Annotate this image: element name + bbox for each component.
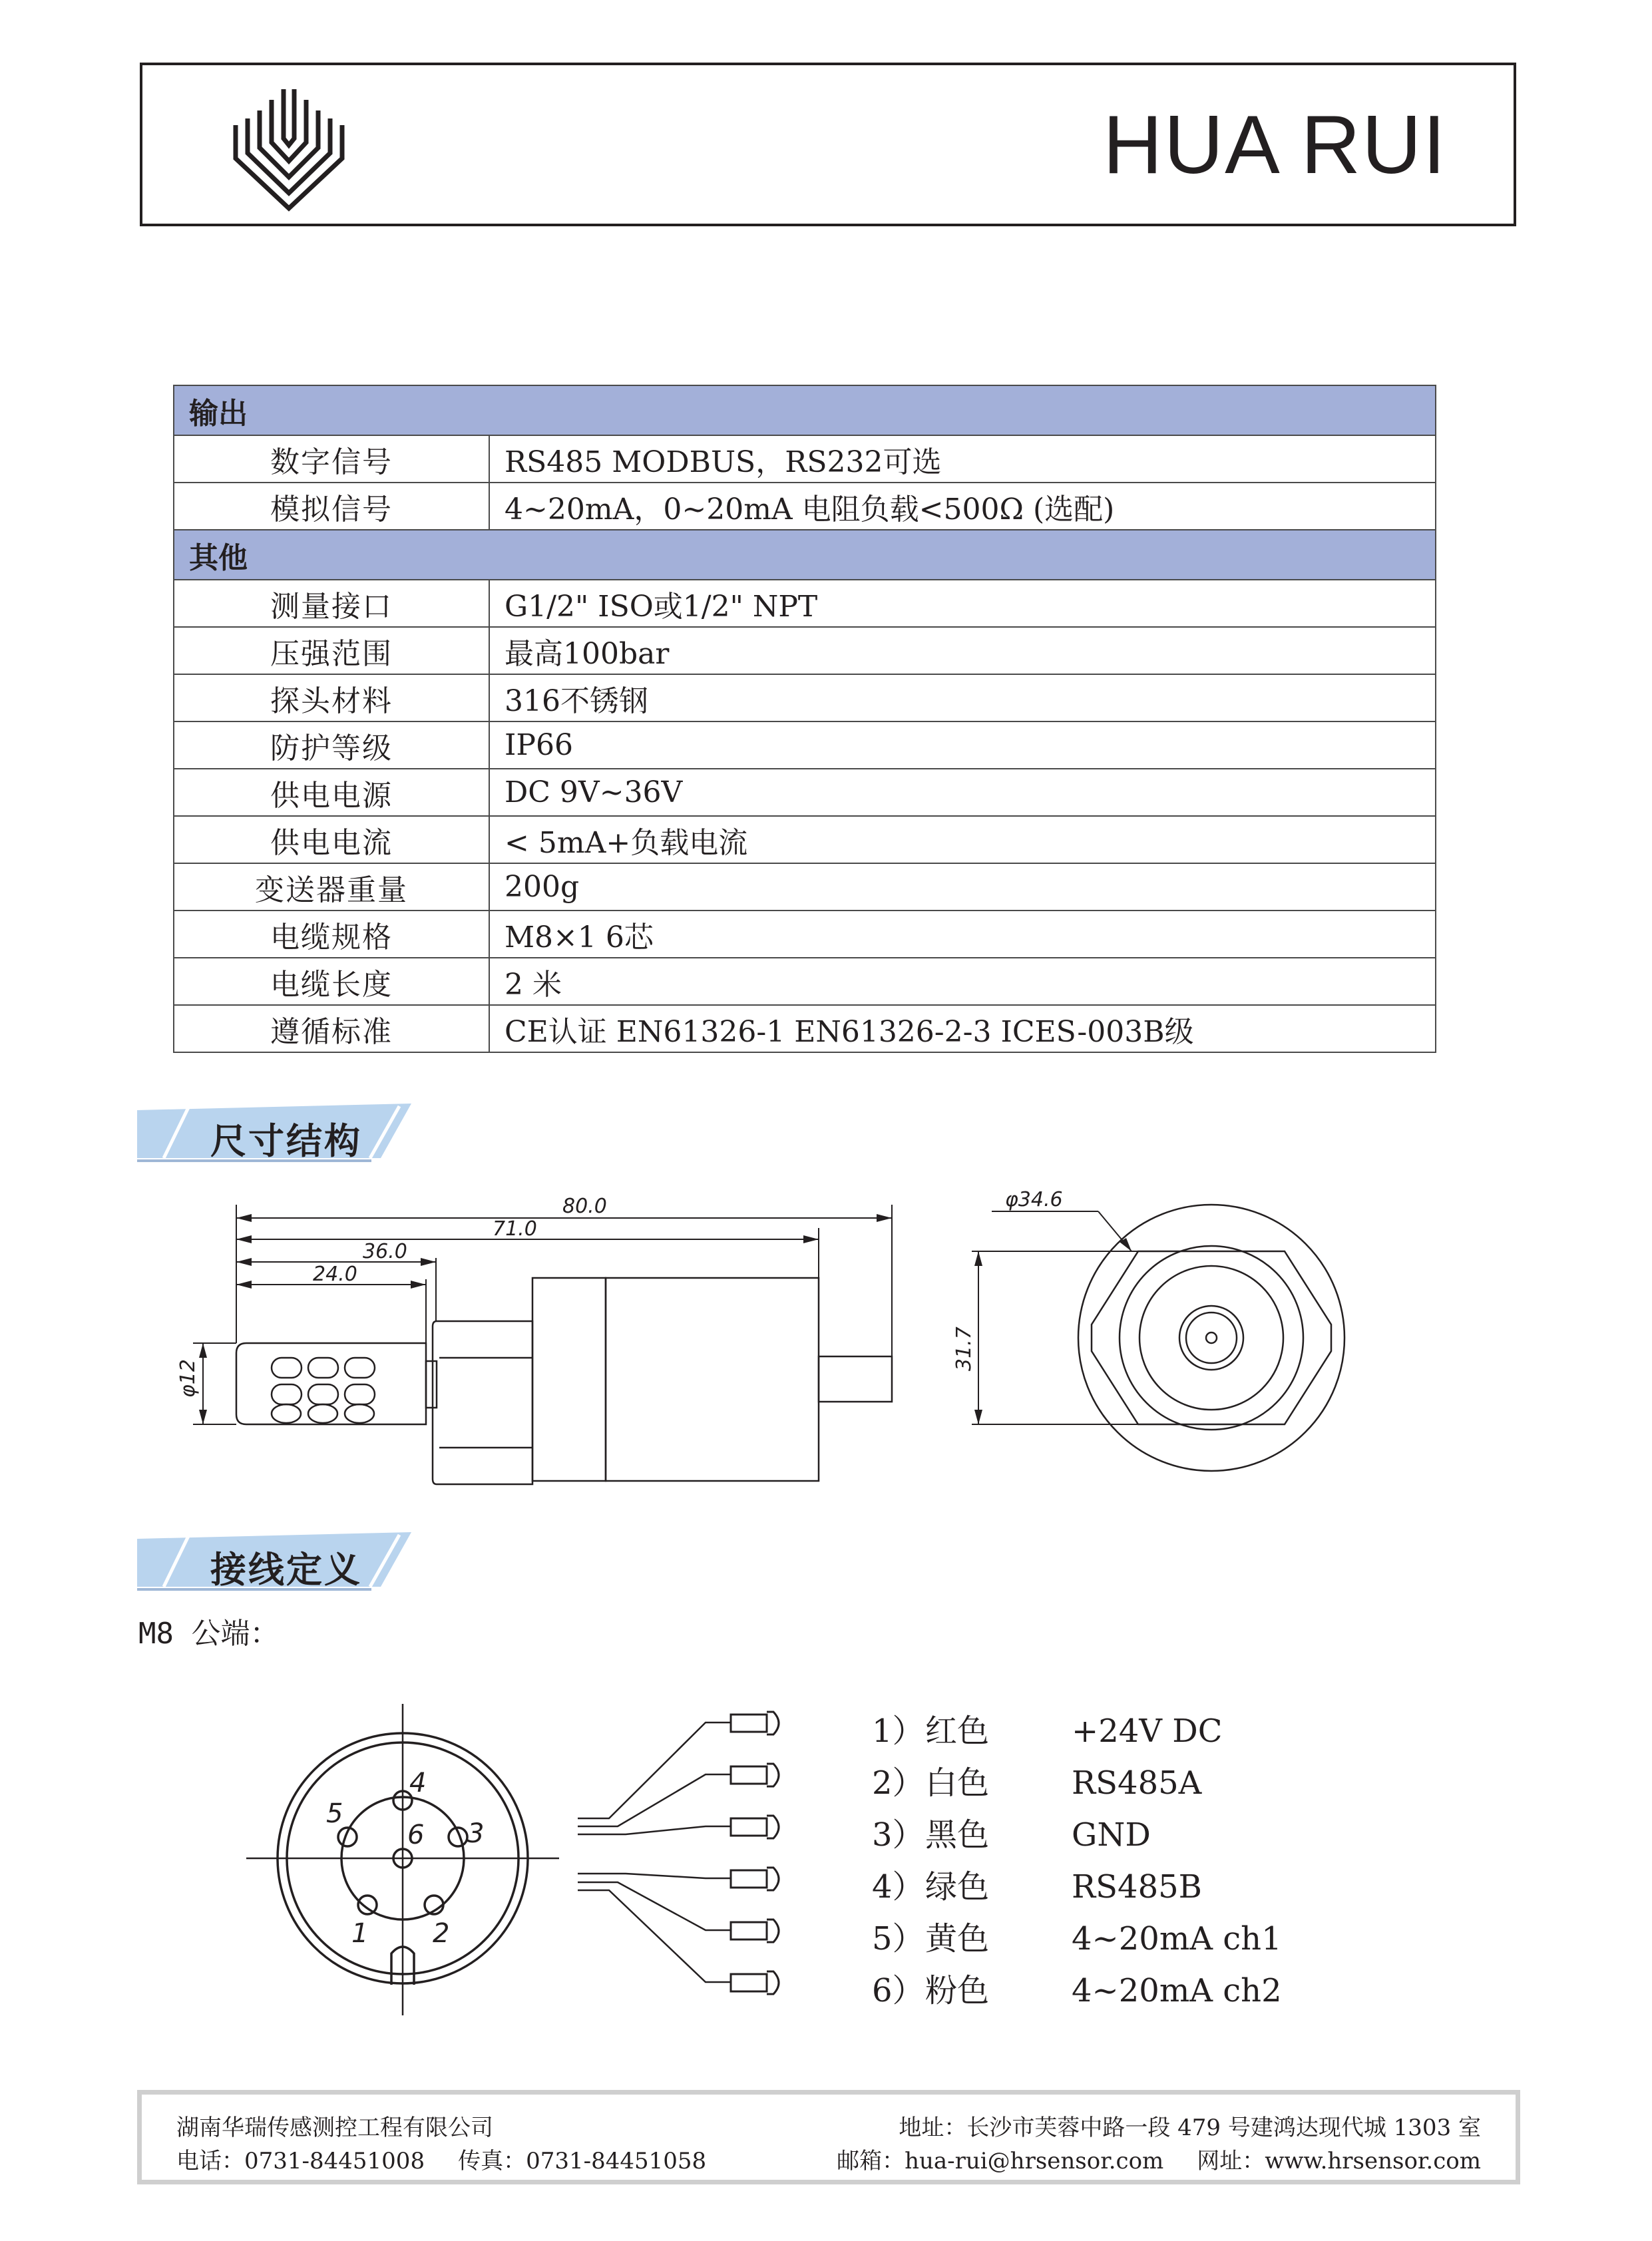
section-title: 输出: [174, 385, 1436, 435]
wire-color: 绿色: [925, 1868, 990, 1906]
pin-label: 6: [407, 1820, 425, 1850]
wire-terminals: [731, 1712, 779, 1994]
row-key: 防护等级: [174, 721, 489, 769]
row-key: 供电电源: [174, 769, 489, 816]
list-item: [872, 1757, 1282, 1809]
m8-connector-face: [246, 1704, 559, 2015]
dim-probe: 24.0: [313, 1263, 357, 1286]
wire-signal: +24V DC: [1072, 1713, 1223, 1750]
row-key: 测量接口: [174, 580, 489, 627]
brand-name: HUA RUI: [1103, 99, 1447, 191]
row-key: 遵循标准: [174, 1005, 489, 1052]
wire-fan: [578, 1723, 731, 1982]
company-name: 湖南华瑞传感测控工程有限公司: [176, 2115, 493, 2141]
wire-signal: 4~20mA ch2: [1072, 1972, 1282, 2009]
email-link[interactable]: 邮箱：hua-rui@hrsensor.com: [837, 2148, 1164, 2174]
contact-phones: [176, 2142, 706, 2175]
row-value: 最高100bar: [489, 627, 1436, 674]
row-value: CE认证 EN61326-1 EN61326-2-3 ICES-003B级: [489, 1005, 1436, 1052]
list-item: [872, 1705, 1282, 1757]
row-value: G1/2" ISO或1/2" NPT: [489, 580, 1436, 627]
row-value: 2 米: [489, 958, 1436, 1005]
row-value: IP66: [489, 721, 1436, 769]
wire-num: 2）: [872, 1764, 925, 1802]
wire-terminal: [731, 1712, 779, 1734]
wire-legend: [872, 1705, 1282, 2017]
section-title: 其他: [174, 530, 1436, 580]
wire-terminal: [731, 1764, 779, 1786]
contact-online: [837, 2142, 1481, 2175]
wire-color: 白色: [925, 1764, 990, 1802]
pin-label: 5: [326, 1798, 343, 1829]
dim-end-height: 31.7: [952, 1326, 976, 1371]
pin-label: 2: [433, 1918, 450, 1949]
row-value: DC 9V~36V: [489, 769, 1436, 816]
row-value: RS485 MODBUS，RS232可选: [489, 435, 1436, 483]
address: 地址：长沙市芙蓉中路一段 479 号建鸿达现代城 1303 室: [899, 2115, 1481, 2141]
row-value: < 5mA+负载电流: [489, 816, 1436, 863]
wire-signal: 4~20mA ch1: [1072, 1920, 1282, 1957]
row-value: 200g: [489, 863, 1436, 911]
wire-color: 黑色: [925, 1816, 990, 1854]
dim-end-dia: φ34.6: [1005, 1188, 1063, 1211]
row-key: 数字信号: [174, 435, 489, 483]
wire-terminal: [731, 1816, 779, 1838]
wire-terminal: [731, 1868, 779, 1890]
list-item: [872, 1965, 1282, 2017]
wire-num: 3）: [872, 1816, 925, 1854]
dim-probe-with-nut: 36.0: [363, 1240, 407, 1263]
row-key: 电缆规格: [174, 911, 489, 958]
wire-signal: RS485A: [1072, 1764, 1202, 1802]
pin-label: 1: [351, 1918, 369, 1949]
wire-terminal: [731, 1971, 779, 1994]
wire-signal: RS485B: [1072, 1868, 1202, 1906]
wire-num: 1）: [872, 1713, 925, 1750]
wire-num: 6）: [872, 1972, 925, 2009]
dim-probe-dia: φ12: [176, 1359, 200, 1398]
row-value: M8×1 6芯: [489, 911, 1436, 958]
connector-label: M8 公端：: [138, 1617, 280, 1651]
wire-signal: GND: [1072, 1816, 1151, 1854]
list-item: [872, 1913, 1282, 1965]
pin-label: 4: [409, 1768, 427, 1798]
row-key: 探头材料: [174, 674, 489, 721]
wiring-title: 接线定义: [210, 1549, 362, 1591]
row-key: 变送器重量: [174, 863, 489, 911]
row-value: 4~20mA，0~20mA 电阻负载<500Ω (选配): [489, 483, 1436, 530]
wire-num: 5）: [872, 1920, 925, 1957]
wire-color: 红色: [925, 1713, 990, 1750]
list-item: [872, 1861, 1282, 1913]
footer: [137, 2090, 1520, 2184]
dim-body: 71.0: [493, 1217, 537, 1241]
dimensions-title: 尺寸结构: [210, 1120, 362, 1162]
row-key: 压强范围: [174, 627, 489, 674]
list-item: [872, 1809, 1282, 1861]
website-link[interactable]: 网址：www.hrsensor.com: [1197, 2148, 1481, 2174]
row-key: 模拟信号: [174, 483, 489, 530]
fax: 传真：0731-84451058: [458, 2148, 707, 2174]
wire-terminal: [731, 1920, 779, 1942]
wire-color: 粉色: [925, 1972, 990, 2009]
row-key: 电缆长度: [174, 958, 489, 1005]
pin-label: 3: [467, 1818, 485, 1849]
row-key: 供电电流: [174, 816, 489, 863]
row-value: 316不锈钢: [489, 674, 1436, 721]
wire-num: 4）: [872, 1868, 925, 1906]
phone: 电话：0731-84451008: [176, 2148, 425, 2174]
dim-overall: 80.0: [562, 1195, 607, 1218]
wire-color: 黄色: [925, 1920, 990, 1957]
